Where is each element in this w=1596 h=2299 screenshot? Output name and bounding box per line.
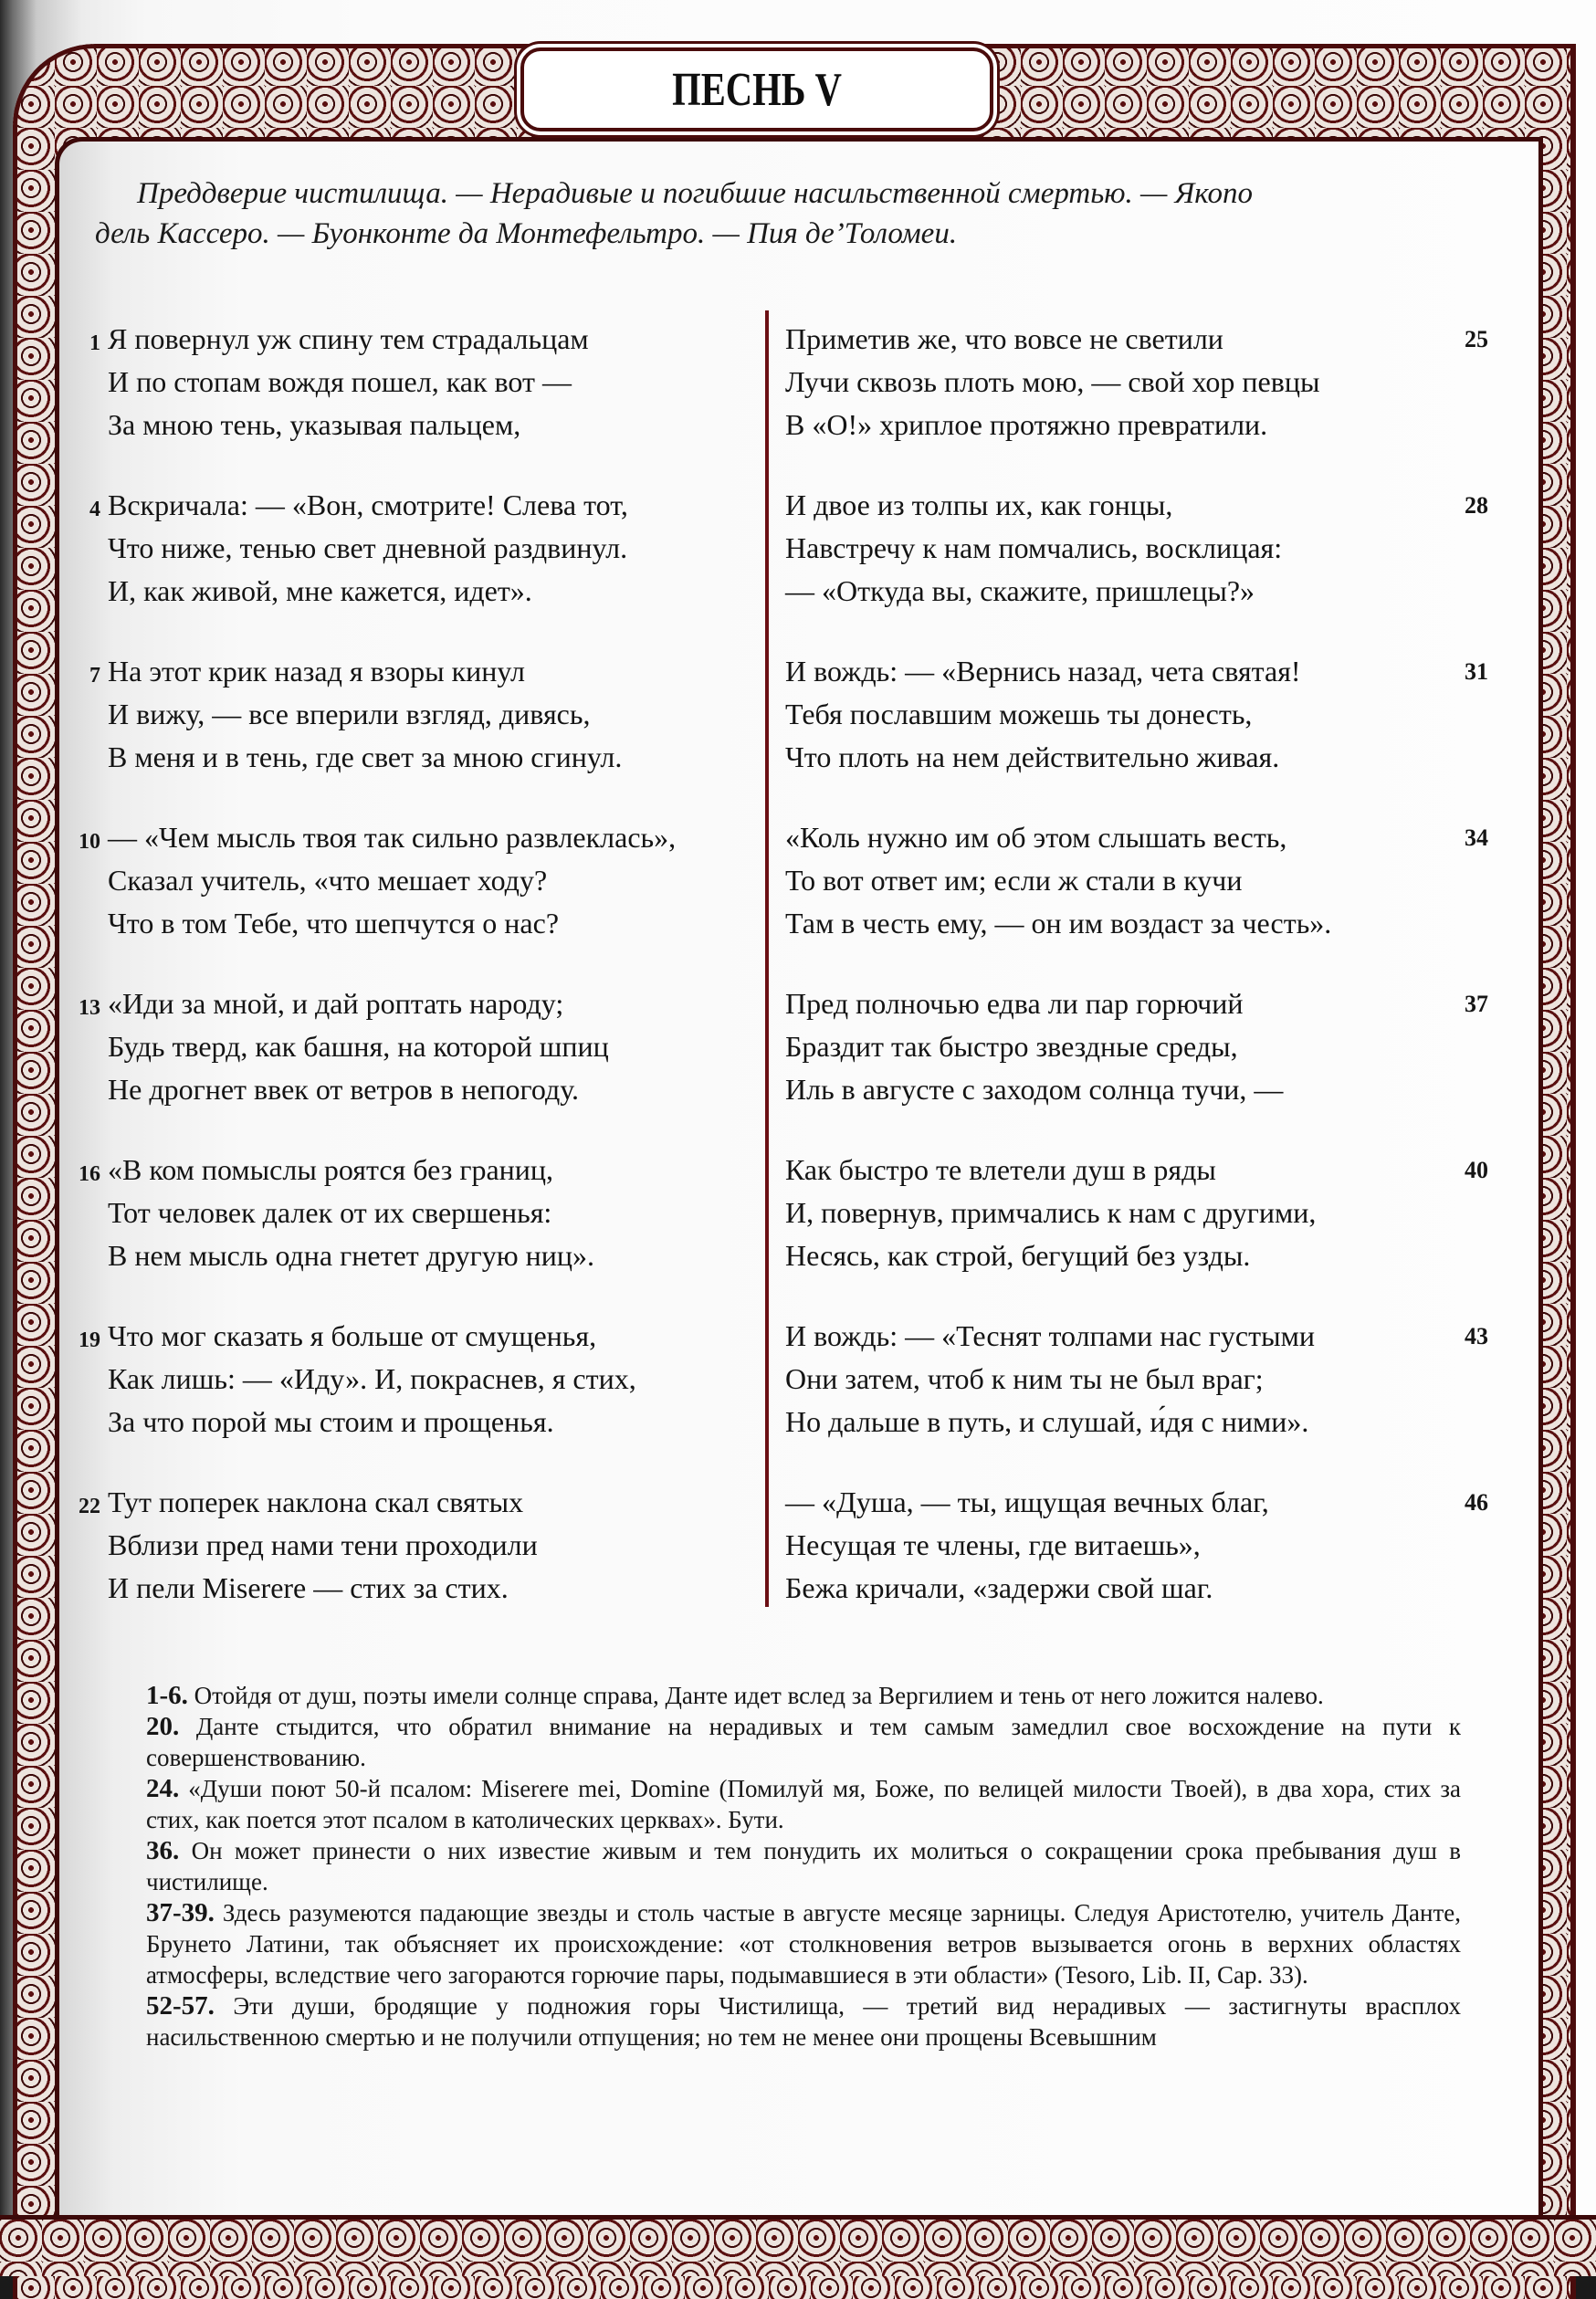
verse-line: Они затем, чтоб к ним ты не был враг;	[785, 1362, 1264, 1395]
verse-number: 34	[1465, 824, 1488, 851]
tercet	[785, 318, 1507, 484]
canto-summary	[95, 173, 1452, 254]
tercet	[64, 1481, 758, 1647]
verse-number: 25	[1465, 326, 1488, 352]
verse-line: И, повернув, примчались к нам с другими,	[785, 1196, 1317, 1229]
verse-line: Иль в августе с заходом солнца тучи, —	[785, 1073, 1284, 1106]
footnote	[146, 1711, 1461, 1773]
verse-number: 40	[1465, 1157, 1488, 1183]
verse-number: 43	[1465, 1323, 1488, 1349]
verse-line: Что в том Тебе, что шепчутся о нас?	[108, 907, 560, 940]
footnote	[146, 1773, 1461, 1835]
verse-number: 1	[89, 331, 100, 355]
verse-line: Тот человек далек от их свершенья:	[108, 1196, 552, 1229]
tercet	[785, 1149, 1507, 1315]
tercet	[785, 816, 1507, 982]
verse-line: То вот ответ им; если ж стали в кучи	[785, 864, 1243, 897]
verse-line: Несясь, как строй, бегущий без узды.	[785, 1239, 1251, 1272]
verse-line: Пред полночью едва ли пар горючий	[785, 987, 1244, 1020]
footnote-text: Данте стыдится, что обратил внимание на нерадивых и тем самым замедлил свое восхождение на пути к совершенствованию.	[146, 1713, 1461, 1771]
verse-line: Вскричала: — «Вон, смотрите! Слева тот,	[108, 488, 628, 521]
tercet	[64, 816, 758, 982]
bottom-ornament	[0, 2215, 1596, 2276]
tercet	[785, 1315, 1507, 1481]
verse-line: И вождь: — «Теснят толпами нас густыми	[785, 1319, 1315, 1352]
verse-line: На этот крик назад я взоры кинул	[108, 655, 525, 688]
verse-line: Лучи сквозь плоть мою, — свой хор певцы	[785, 365, 1320, 398]
verse-line: Тут поперек наклона скал святых	[108, 1485, 524, 1518]
verse-number: 4	[89, 498, 100, 521]
verse-number: 19	[79, 1328, 100, 1352]
verse-line: «Коль нужно им об этом слышать весть,	[785, 821, 1287, 854]
summary-line: Преддверие чистилища. — Нерадивые и погибшие насильственной смертью. — Якопо	[137, 177, 1253, 210]
verse-line: — «Откуда вы, скажите, пришлецы?»	[785, 574, 1255, 607]
tercet	[64, 650, 758, 816]
footnotes	[146, 1680, 1461, 2052]
verse-line: И двое из толпы их, как гонцы,	[785, 488, 1173, 521]
verse-number: 37	[1465, 991, 1488, 1017]
footnote-ref: 36.	[146, 1836, 180, 1865]
verse-line: За что порой мы стоим и прощенья.	[108, 1405, 554, 1438]
verse-number: 31	[1465, 658, 1488, 685]
verse-number: 10	[79, 830, 100, 854]
page-title: ПЕСНЬ V	[672, 63, 842, 116]
verse-line: Браздит так быстро звездные среды,	[785, 1030, 1238, 1063]
verse-line: И пели Miserere — стих за стих.	[108, 1571, 509, 1604]
verse-line: В меня и в тень, где свет за мною сгинул.	[108, 740, 623, 773]
verse-line: — «Душа, — ты, ищущая вечных благ,	[785, 1485, 1269, 1518]
verse-line: В «О!» хриплое протяжно превратили.	[785, 408, 1268, 441]
verse-line: Что ниже, тенью свет дневной раздвинул.	[108, 531, 628, 564]
footnote-ref: 20.	[146, 1712, 180, 1741]
tercet	[64, 982, 758, 1149]
verse-number: 13	[79, 996, 100, 1020]
footnote-ref: 1-6.	[146, 1681, 188, 1710]
verse-number: 7	[89, 664, 100, 688]
verse-line: За мною тень, указывая пальцем,	[108, 408, 521, 441]
footnote-text: Отойдя от душ, поэты имели солнце справа, Данте идет вслед за Вергилием и тень от него ложится налево.	[187, 1682, 1324, 1709]
column-divider	[765, 310, 769, 1607]
tercet	[785, 484, 1507, 650]
verse-line: Я повернул уж спину тем страдальцам	[108, 322, 589, 355]
tercet	[785, 1481, 1507, 1647]
footnote-ref: 24.	[146, 1774, 180, 1803]
verse-line: Навстречу к нам помчались, восклицая:	[785, 531, 1283, 564]
verse-line: Там в честь ему, — он им воздаст за честь».	[785, 907, 1332, 940]
verse-line: Как быстро те влетели душ в ряды	[785, 1153, 1216, 1186]
verse-number: 22	[79, 1495, 100, 1518]
verse-line: Но дальше в путь, и слушай, и́дя с ними».	[785, 1405, 1309, 1438]
verse-line: Бежа кричали, «задержи свой шаг.	[785, 1571, 1213, 1604]
verse-line: Сказал учитель, «что мешает ходу?	[108, 864, 548, 897]
tercet	[785, 650, 1507, 816]
verse-line: Не дрогнет ввек от ветров в непогоду.	[108, 1073, 580, 1106]
verse-line: И вождь: — «Вернись назад, чета святая!	[785, 655, 1301, 688]
tercet	[64, 1315, 758, 1481]
footnote-text: «Души поют 50-й псалом: Miserere mei, Domine (Помилуй мя, Боже, по велицей милости Твоей), в два хора, стих за стих, как поется этот псалом в католических церквах». Бути.	[146, 1775, 1461, 1833]
tercet	[785, 982, 1507, 1149]
verse-line: «Иди за мной, и дай роптать народу;	[108, 987, 564, 1020]
tercet	[64, 318, 758, 484]
title-cartouche	[520, 47, 993, 131]
verse-line: Приметив же, что вовсе не светили	[785, 322, 1223, 355]
verse-line: В нем мысль одна гнетет другую ниц».	[108, 1239, 595, 1272]
verse-line: — «Чем мысль твоя так сильно развлеклась»,	[108, 821, 677, 854]
footnote-text: Эти души, бродящие у подножия горы Чистилища, — третий вид нерадивых — застигнуты врасплох насильственною смертью и не получили отпущения; но тем не менее они прощены Всевышним	[146, 1992, 1461, 2051]
footnote	[146, 1835, 1461, 1897]
verse-line: Вблизи пред нами тени проходили	[108, 1528, 538, 1561]
footnote-text: Здесь разумеются падающие звезды и столь частые в августе месяце зарницы. Следуя Аристотелю, учитель Данте, Брунето Латини, так объясняет их происхождение: «от столкновения ветров вызывается огонь в верхних областях атмосферы, вследствие чего загораются горючие пары, подымавшиеся в эти области» (Tesoro, Lib. II, Cap. 33).	[146, 1899, 1461, 1989]
footnote	[146, 1680, 1461, 1711]
footnote-text: Он может принести о них известие живым и тем понудить их молиться о сокращении срока пребывания душ в чистилище.	[146, 1837, 1461, 1895]
verse-line: Что мог сказать я больше от смущенья,	[108, 1319, 597, 1352]
verse-line: И по стопам вождя пошел, как вот —	[108, 365, 572, 398]
tercet	[64, 484, 758, 650]
verse-number: 46	[1465, 1489, 1488, 1516]
verse-line: Будь тверд, как башня, на которой шпиц	[108, 1030, 609, 1063]
tercet	[64, 1149, 758, 1315]
verse-line: «В ком помыслы роятся без границ,	[108, 1153, 554, 1186]
footnote	[146, 1897, 1461, 1990]
footnote-ref: 52-57.	[146, 1991, 215, 2021]
verse-line: Что плоть на нем действительно живая.	[785, 740, 1280, 773]
footnote	[146, 1990, 1461, 2052]
verse-line: Как лишь: — «Иду». И, покраснев, я стих,	[108, 1362, 636, 1395]
footnote-ref: 37-39.	[146, 1898, 215, 1927]
left-column	[64, 318, 758, 1647]
verse-number: 28	[1465, 492, 1488, 519]
verse-line: Тебя пославшим можешь ты донесть,	[785, 698, 1253, 730]
right-column	[785, 318, 1507, 1647]
verse-line: И, как живой, мне кажется, идет».	[108, 574, 532, 607]
summary-line: дель Кассеро. — Буонконте да Монтефельтро. — Пия де’Толомеи.	[95, 217, 958, 250]
verse-line: Несущая те члены, где витаешь»,	[785, 1528, 1201, 1561]
verse-line: И вижу, — все вперили взгляд, дивясь,	[108, 698, 591, 730]
verse-number: 16	[79, 1162, 100, 1186]
